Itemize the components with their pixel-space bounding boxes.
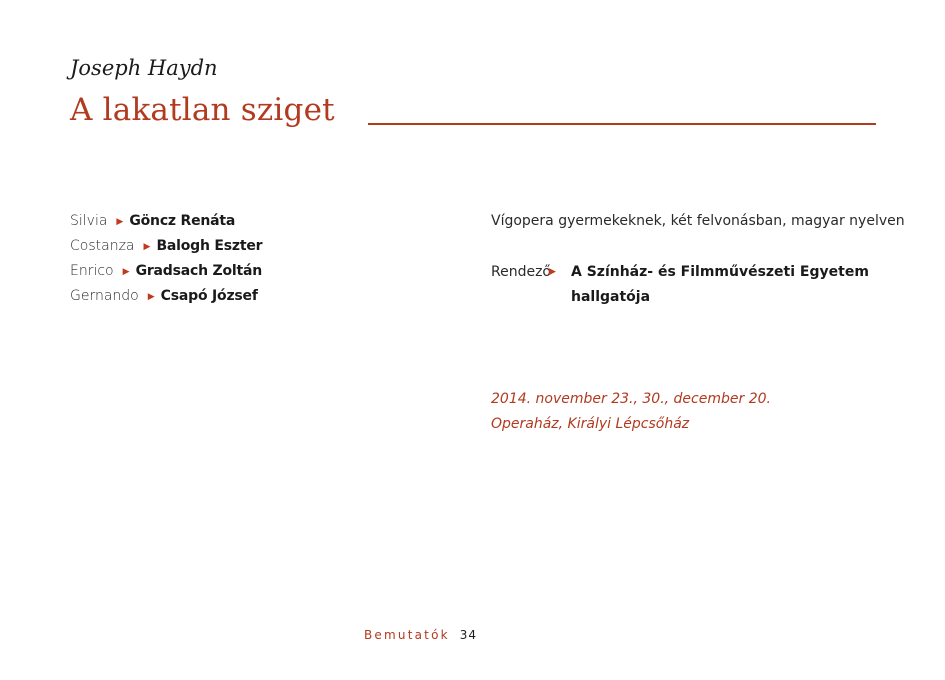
- cast-performer: Göncz Renáta: [129, 213, 236, 229]
- director-value: A Színház- és Filmművészeti Egyetem hallgatója: [571, 264, 869, 305]
- performance-venue: Operaház, Királyi Lépcsőház: [491, 416, 690, 432]
- cast-performer: Gradsach Zoltán: [135, 263, 263, 279]
- title-row: [70, 92, 876, 136]
- cast-role: Costanza: [70, 238, 135, 254]
- arrow-right-icon: ▶: [147, 292, 155, 302]
- page-number: 34: [459, 628, 478, 642]
- cast-performer: Balogh Eszter: [156, 238, 263, 254]
- cast-list: [70, 210, 450, 310]
- cast-row: [70, 235, 450, 260]
- cast-row: [70, 285, 450, 310]
- cast-row: [70, 210, 450, 235]
- arrow-right-icon: ▶: [116, 217, 124, 227]
- cast-role: Gernando: [70, 288, 139, 304]
- opera-subtitle: Vígopera gyermekeknek, két felvonásban, magyar nyelven: [491, 213, 905, 229]
- cast-row: [70, 260, 450, 285]
- arrow-right-icon: ▶: [549, 267, 556, 277]
- footer-section: Bemutatók: [364, 628, 450, 642]
- title-underline: [368, 123, 876, 125]
- cast-role: Enrico: [70, 263, 114, 279]
- cast-performer: Csapó József: [160, 288, 258, 304]
- page-footer: [364, 628, 477, 642]
- arrow-right-icon: ▶: [143, 242, 151, 252]
- schedule-block: [491, 387, 771, 437]
- performance-dates: 2014. november 23., 30., december 20.: [491, 391, 771, 407]
- cast-role: Silvia: [70, 213, 108, 229]
- page-title: A lakatlan sziget: [70, 92, 335, 128]
- arrow-right-icon: ▶: [122, 267, 130, 277]
- director-label: Rendező: [491, 264, 551, 280]
- composer-name: Joseph Haydn: [70, 56, 218, 80]
